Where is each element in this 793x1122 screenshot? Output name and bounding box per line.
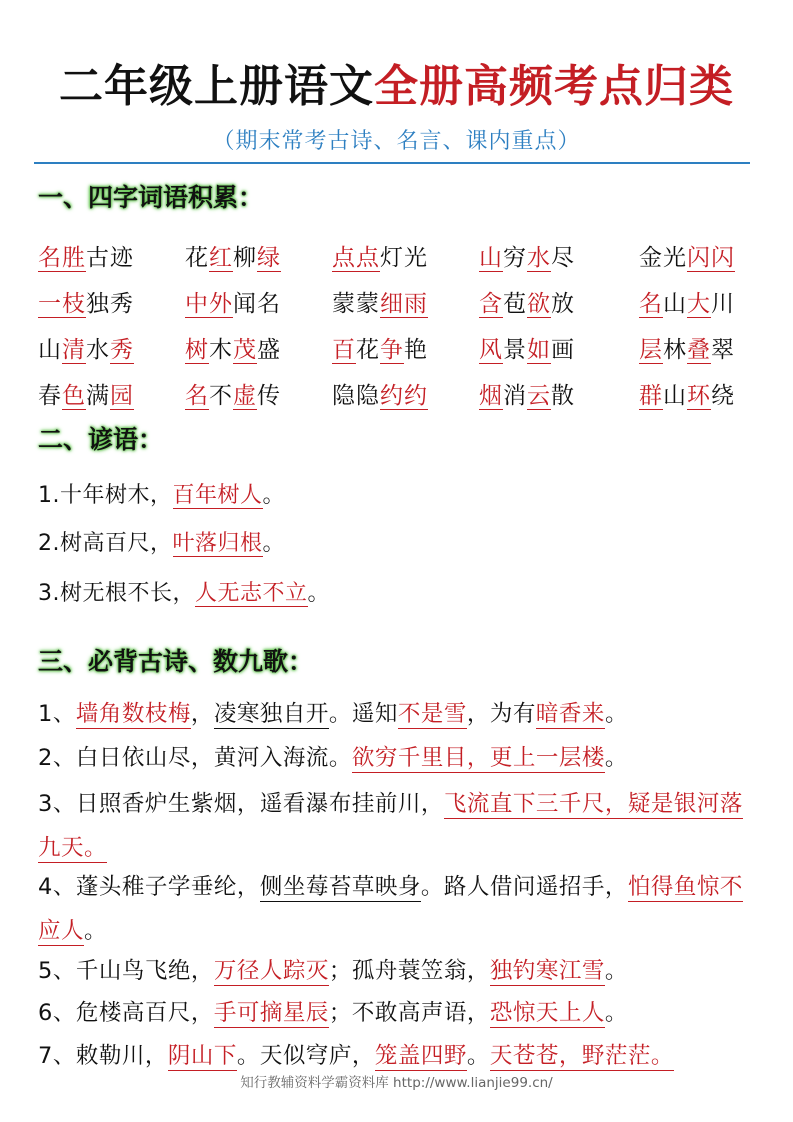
idiom-highlight: 大: [687, 290, 711, 317]
answer-highlight: 恐惊天上人: [489, 1000, 605, 1026]
idiom-highlight: 园: [110, 382, 134, 409]
idiom-text: 放: [551, 290, 575, 317]
idiom-highlight: 点点: [332, 244, 380, 271]
idiom-highlight: 烟: [479, 382, 503, 409]
answer-highlight: 手可摘星辰: [213, 1000, 329, 1026]
answer-highlight: 暗香来: [535, 701, 605, 727]
poem-text: 2、白日依山尽，黄河入海流。: [38, 745, 352, 771]
idiom-grid: [38, 232, 758, 416]
idiom-text: 盛: [257, 336, 281, 363]
idiom-item: [332, 285, 479, 318]
idiom-highlight: 风: [479, 336, 503, 363]
poem-text: ，为有: [466, 701, 536, 727]
poem-line: [38, 865, 758, 953]
section-heading-poems: 三、必背古诗、数九歌：: [38, 647, 314, 676]
answer-highlight: 万径人踪灭: [213, 958, 329, 984]
poem-text: ，: [190, 701, 214, 727]
poem-text: 。: [466, 1043, 490, 1069]
answer-highlight: 笼盖四野: [374, 1043, 467, 1069]
idiom-text: 山: [663, 290, 687, 317]
idiom-highlight: 清: [62, 336, 86, 363]
idiom-highlight: 云: [527, 382, 551, 409]
idiom-highlight: 含: [479, 290, 503, 317]
answer-highlight: 不是雪: [397, 701, 467, 727]
idiom-text: 穷: [503, 244, 527, 271]
idiom-item: [639, 377, 758, 410]
answer-highlight: 人无志不立: [195, 581, 308, 606]
idiom-highlight: 中外: [185, 290, 233, 317]
poem-text: 。: [604, 701, 628, 727]
poem-line: [38, 692, 758, 736]
idiom-highlight: 红: [209, 244, 233, 271]
idiom-highlight: 百: [332, 336, 356, 363]
idiom-text: 灯光: [380, 244, 428, 271]
answer-highlight: 墙角数枝梅: [75, 701, 191, 727]
proverb-text: 。: [262, 531, 286, 556]
idiom-text: 尽: [551, 244, 575, 271]
idiom-highlight: 虚: [233, 382, 257, 409]
idiom-highlight: 名胜: [38, 244, 86, 271]
answer-highlight: 欲穷千里目，更上一层楼: [351, 745, 605, 771]
poem-text: ；不敢高声语，: [328, 1000, 490, 1026]
idiom-item: [332, 377, 479, 410]
idiom-highlight: 绿: [257, 244, 281, 271]
proverb-line: [38, 576, 330, 607]
idiom-highlight: 环: [687, 382, 711, 409]
idiom-item: [38, 331, 185, 364]
idiom-text: 金光: [639, 244, 687, 271]
idiom-item: [332, 239, 479, 272]
poem-text: 。天似穹庐，: [236, 1043, 375, 1069]
idiom-item: [639, 331, 758, 364]
idiom-item: [185, 285, 332, 318]
page-subtitle: （期末常考古诗、名言、课内重点）: [212, 129, 581, 154]
poem-text: 。: [604, 958, 628, 984]
answer-highlight: 飞流直下三千尺，疑是银河落九天。: [38, 791, 743, 861]
idiom-highlight: 名: [639, 290, 663, 317]
idiom-text: 柳: [233, 244, 257, 271]
idiom-text: 川: [711, 290, 735, 317]
idiom-highlight: 层: [639, 336, 663, 363]
idiom-highlight: 水: [527, 244, 551, 271]
poem-text: 。: [604, 745, 628, 771]
idiom-highlight: 叠: [687, 336, 711, 363]
answer-highlight: 百年树人: [172, 483, 263, 508]
idiom-text: 苞: [503, 290, 527, 317]
idiom-row: [38, 324, 758, 370]
idiom-text: 闻名: [233, 290, 281, 317]
underlined-verse: 侧坐莓苔草映身: [259, 874, 421, 900]
answer-highlight: 独钓寒江雪: [489, 958, 605, 984]
poem-text: 4、蓬头稚子学垂纶，: [38, 874, 260, 900]
idiom-highlight: 名: [185, 382, 209, 409]
idiom-item: [639, 285, 758, 318]
poem-line: [38, 991, 758, 1035]
idiom-highlight: 茂: [233, 336, 257, 363]
idiom-row: [38, 370, 758, 416]
idiom-highlight: 群: [639, 382, 663, 409]
poem-line: [38, 949, 758, 993]
idiom-text: 春: [38, 382, 62, 409]
idiom-item: [185, 331, 332, 364]
idiom-highlight: 树: [185, 336, 209, 363]
idiom-text: 满: [86, 382, 110, 409]
idiom-item: [332, 331, 479, 364]
idiom-text: 花: [356, 336, 380, 363]
proverb-text: 。: [262, 483, 286, 508]
idiom-item: [38, 285, 185, 318]
answer-highlight: 叶落归根: [172, 531, 263, 556]
underlined-verse: 凌寒独自开: [213, 701, 329, 727]
idiom-text: 山: [663, 382, 687, 409]
poem-text: 。路人借问遥招手，: [420, 874, 628, 900]
page-title: [0, 50, 793, 114]
poem-text: 。: [84, 918, 108, 944]
proverb-text: 。: [307, 581, 331, 606]
idiom-row: [38, 278, 758, 324]
footer-watermark: 知行教辅资料学霸资料库 http://www.lianjie99.cn/: [240, 1075, 553, 1091]
idiom-item: [185, 377, 332, 410]
poem-line: [38, 736, 758, 780]
idiom-highlight: 细雨: [380, 290, 428, 317]
idiom-text: 木: [209, 336, 233, 363]
idiom-text: 散: [551, 382, 575, 409]
idiom-item: [185, 239, 332, 272]
idiom-row: [38, 232, 758, 278]
poem-text: ；孤舟蓑笠翁，: [328, 958, 490, 984]
proverb-line: [38, 526, 285, 557]
section-heading-idioms: 一、四字词语积累：: [38, 183, 264, 212]
idiom-text: 山: [38, 336, 62, 363]
idiom-item: [479, 331, 639, 364]
poem-text: 5、千山鸟飞绝，: [38, 958, 214, 984]
idiom-text: 蒙蒙: [332, 290, 380, 317]
idiom-text: 水: [86, 336, 110, 363]
idiom-item: [38, 377, 185, 410]
poem-text: 1、: [38, 701, 76, 727]
section-heading-proverbs: 二、谚语：: [38, 425, 164, 454]
idiom-highlight: 如: [527, 336, 551, 363]
idiom-item: [38, 239, 185, 272]
idiom-highlight: 欲: [527, 290, 551, 317]
idiom-text: 独秀: [86, 290, 134, 317]
idiom-item: [479, 239, 639, 272]
idiom-text: 隐隐: [332, 382, 380, 409]
proverb-text: 2.树高百尺，: [38, 531, 173, 556]
idiom-text: 花: [185, 244, 209, 271]
idiom-highlight: 约约: [380, 382, 428, 409]
idiom-text: 艳: [404, 336, 428, 363]
idiom-highlight: 色: [62, 382, 86, 409]
poem-line: [38, 782, 758, 870]
idiom-highlight: 秀: [110, 336, 134, 363]
idiom-text: 不: [209, 382, 233, 409]
idiom-item: [639, 239, 758, 272]
poem-text: 。: [604, 1000, 628, 1026]
proverb-line: [38, 478, 285, 509]
poem-text: 6、危楼高百尺，: [38, 1000, 214, 1026]
idiom-highlight: 闪闪: [687, 244, 735, 271]
answer-highlight: 怕得鱼惊不应人: [38, 874, 743, 944]
answer-highlight: 天苍苍，野茫茫。: [489, 1043, 674, 1069]
idiom-highlight: 山: [479, 244, 503, 271]
poem-text: 7、敕勒川，: [38, 1043, 168, 1069]
page-title-red: 全册高频考点归类: [374, 61, 734, 112]
title-divider: [34, 162, 750, 164]
proverb-text: 1.十年树木，: [38, 483, 173, 508]
proverb-text: 3.树无根不长，: [38, 581, 195, 606]
idiom-item: [479, 377, 639, 410]
idiom-highlight: 争: [380, 336, 404, 363]
idiom-text: 林: [663, 336, 687, 363]
idiom-text: 翠: [711, 336, 735, 363]
idiom-highlight: 一枝: [38, 290, 86, 317]
idiom-item: [479, 285, 639, 318]
idiom-text: 绕: [711, 382, 735, 409]
idiom-text: 传: [257, 382, 281, 409]
poem-text: 。遥知: [328, 701, 398, 727]
idiom-text: 画: [551, 336, 575, 363]
page-title-black: 二年级上册语文: [59, 61, 374, 112]
poem-text: 3、日照香炉生紫烟，遥看瀑布挂前川，: [38, 791, 444, 817]
idiom-text: 消: [503, 382, 527, 409]
idiom-text: 景: [503, 336, 527, 363]
idiom-text: 古迹: [86, 244, 134, 271]
answer-highlight: 阴山下: [167, 1043, 237, 1069]
